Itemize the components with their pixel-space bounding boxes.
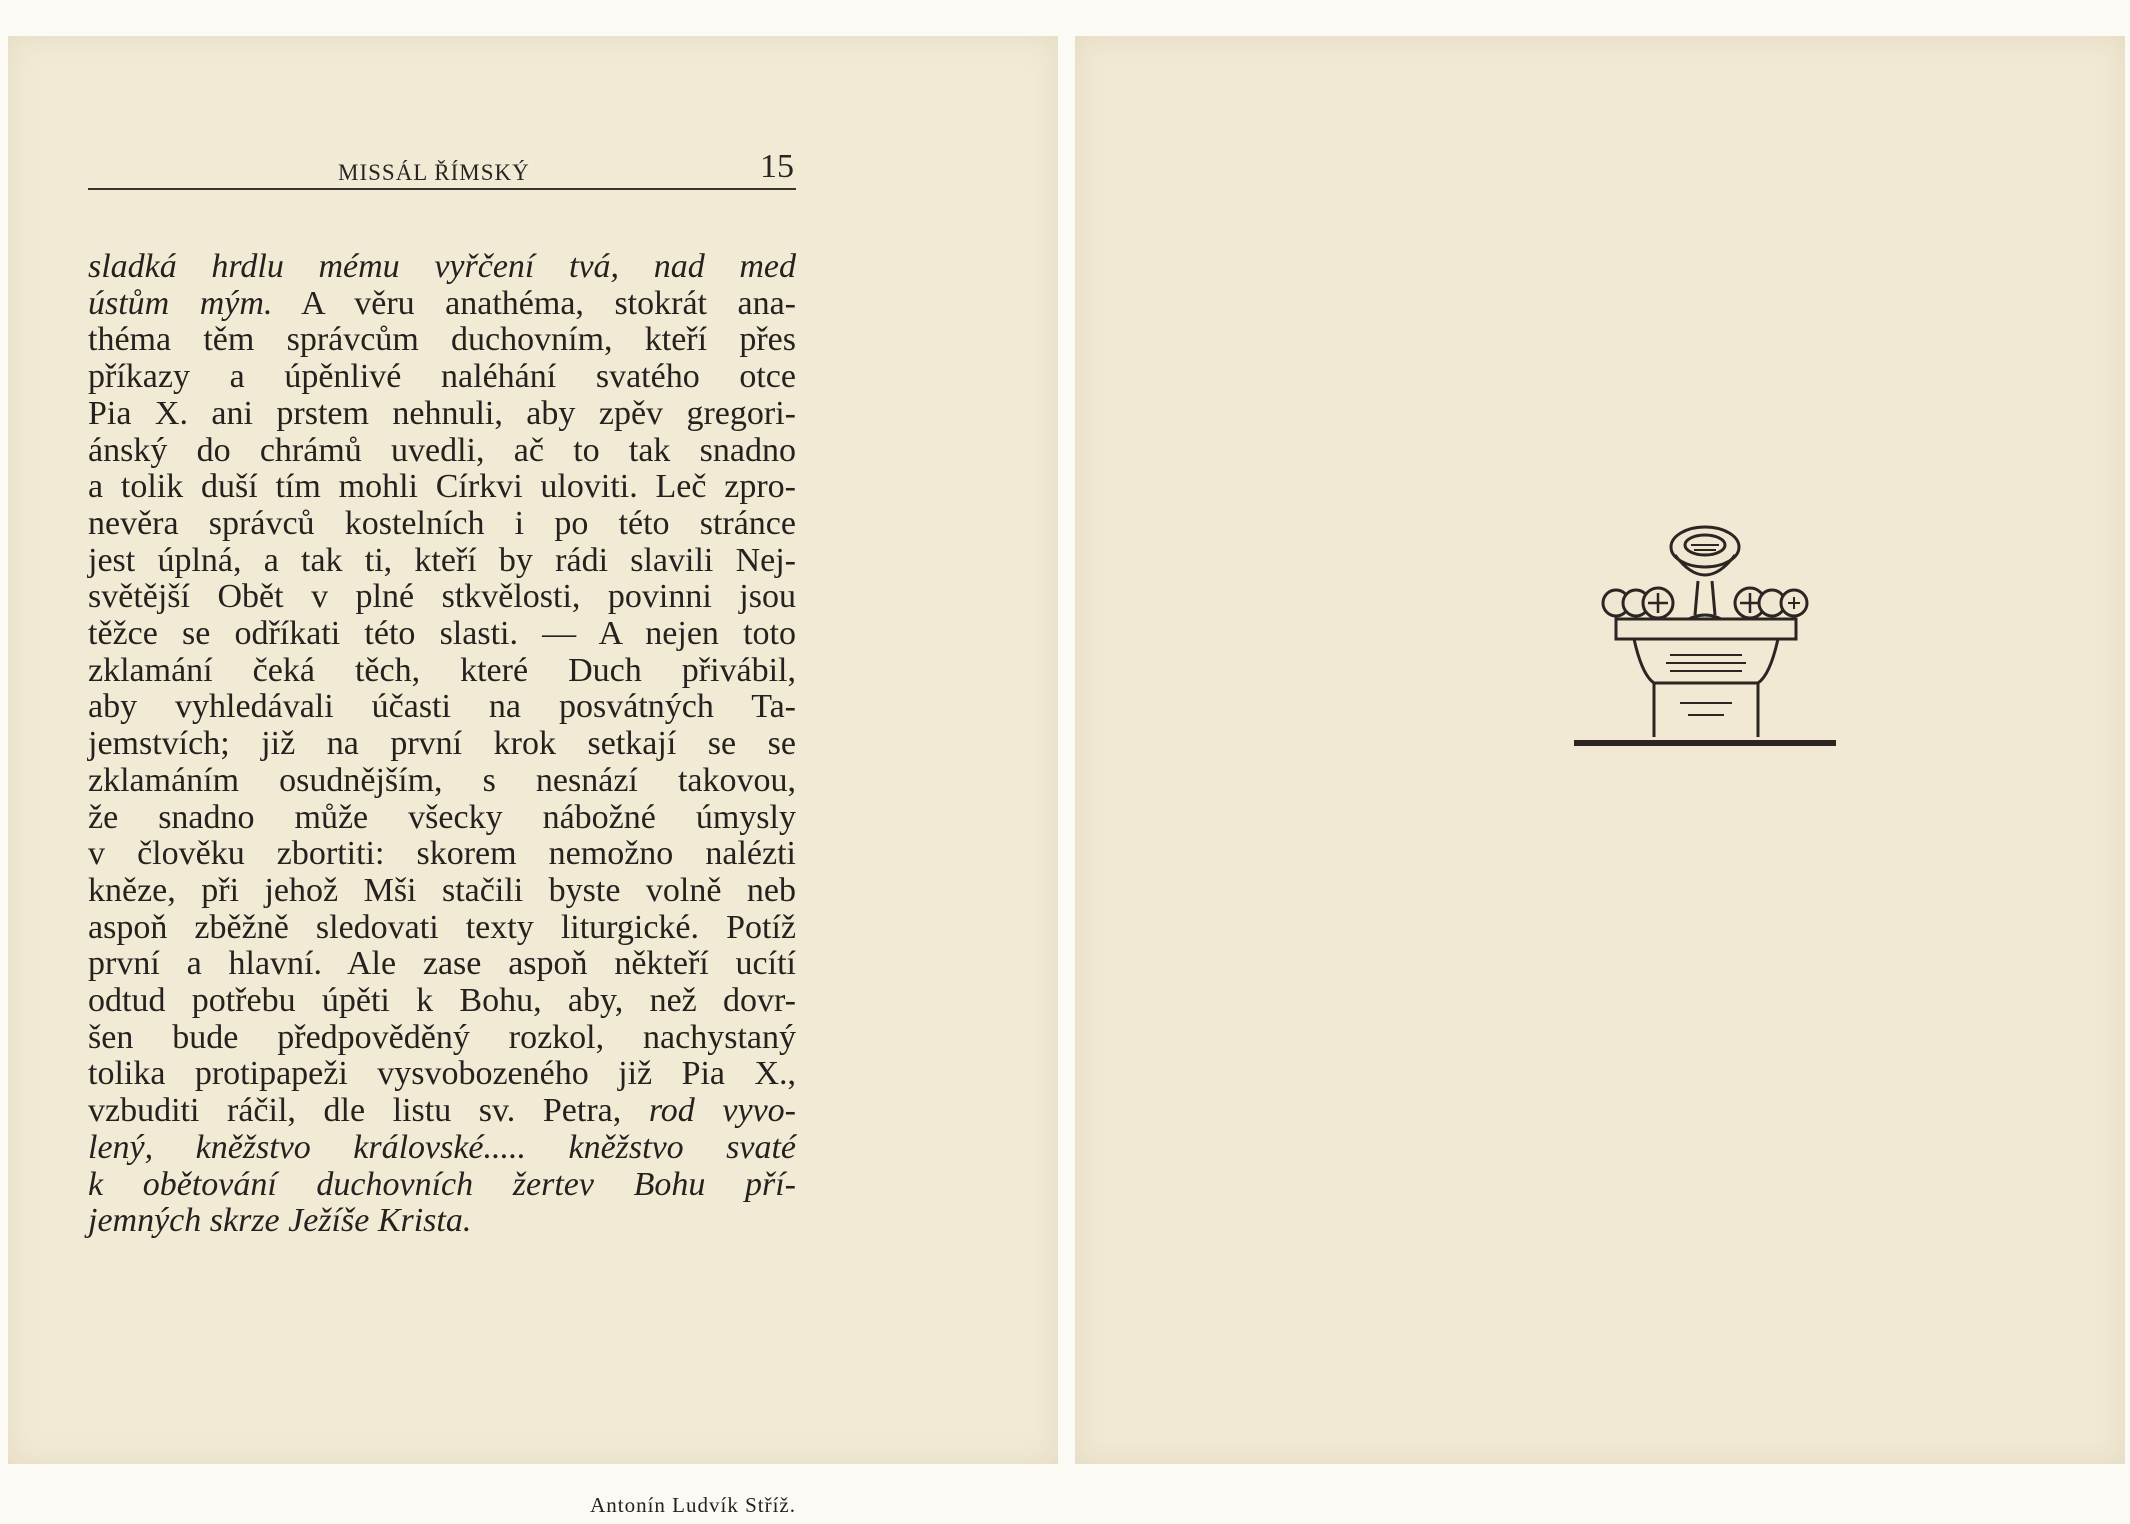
italic-segment: lený, kněžstvo královské..... kněžstvo svaté — [88, 1128, 796, 1166]
text-segment: théma těm správcům duchovním, kteří přes — [88, 321, 796, 359]
text-line — [88, 396, 796, 433]
italic-segment: ústům mým. — [88, 284, 273, 322]
italic-segment: k obětování duchovních žertev Bohu pří- — [88, 1165, 796, 1203]
chalice-and-altar-ornament — [1570, 515, 1840, 765]
text-line — [88, 506, 796, 543]
text-line — [88, 1093, 796, 1130]
text-line — [88, 543, 796, 580]
text-line — [88, 1130, 796, 1167]
text-segment: aspoň zběžně sledovati texty liturgické. Potíž — [88, 908, 796, 946]
text-line — [88, 1167, 796, 1204]
text-line — [88, 910, 796, 947]
page-header — [88, 148, 796, 190]
italic-segment: jemných skrze Ježíše Krista. — [88, 1202, 472, 1240]
text-segment: Pia X. ani prstem nehnuli, aby zpěv gregori- — [88, 394, 796, 432]
italic-segment: sladká hrdlu mému vyřčení tvá, nad med — [88, 248, 796, 285]
text-line — [88, 800, 796, 837]
text-segment: první a hlavní. Ale zase aspoň někteří ucítí — [88, 945, 796, 983]
text-line — [88, 653, 796, 690]
text-segment: že snadno může všecky nábožné úmysly — [88, 798, 796, 836]
text-line — [88, 873, 796, 910]
text-segment: světější Obět v plné stkvělosti, povinni jsou — [88, 578, 796, 616]
left-page — [8, 36, 1058, 1517]
text-segment: v člověku zbortiti: skorem nemožno nalézti — [88, 835, 796, 873]
text-segment: nevěra správců kostelních i po této stránce — [88, 504, 796, 542]
text-segment: těžce se odříkati této slasti. — A nejen toto — [88, 615, 796, 653]
text-line — [88, 946, 796, 983]
text-line — [88, 726, 796, 763]
page-number: 15 — [760, 148, 794, 185]
text-line — [88, 836, 796, 873]
text-line — [88, 763, 796, 800]
text-segment: zklamáním osudnějším, s nesnází takovou, — [88, 761, 796, 799]
book-gutter — [1058, 36, 1075, 1464]
text-line — [88, 689, 796, 726]
running-title: MISSÁL ŘÍMSKÝ — [338, 160, 530, 185]
text-line — [88, 359, 796, 396]
text-segment: šen bude předpověděný rozkol, nachystaný — [88, 1018, 796, 1056]
text-segment: odtud potřebu úpěti k Bohu, aby, než dovr- — [88, 982, 796, 1020]
italic-segment: rod vyvo- — [648, 1092, 796, 1130]
text-line — [88, 1020, 796, 1057]
text-segment: A věru anathéma, stokrát ana- — [272, 284, 796, 322]
text-segment: a tolik duší tím mohli Církvi uloviti. Leč zpro- — [88, 468, 796, 506]
text-line — [88, 249, 796, 286]
text-segment: vzbuditi ráčil, dle listu sv. Petra, — [88, 1092, 649, 1130]
text-line — [88, 983, 796, 1020]
text-line — [88, 286, 796, 323]
text-segment: jemstvích; již na první krok setkají se se — [88, 725, 796, 763]
text-line — [88, 1203, 796, 1240]
text-segment: aby vyhledávali účasti na posvátných Ta- — [88, 688, 796, 726]
text-segment: kněze, při jehož Mši stačili byste volně neb — [88, 871, 796, 909]
text-segment: příkazy a úpěnlivé naléhání svatého otce — [88, 358, 796, 396]
text-segment: ánský do chrámů uvedli, ač to tak snadno — [88, 431, 796, 469]
text-segment: tolika protipapeži vysvobozeného již Pia X., — [88, 1055, 796, 1093]
body-text — [88, 248, 796, 1517]
signature: Antonín Ludvík Stříž. — [590, 1493, 796, 1517]
text-line — [88, 433, 796, 470]
text-line — [88, 579, 796, 616]
text-line — [88, 616, 796, 653]
text-line — [88, 1056, 796, 1093]
text-line — [88, 322, 796, 359]
text-line — [88, 469, 796, 506]
text-segment: jest úplná, a tak ti, kteří by rádi slavili Nej- — [88, 541, 796, 579]
text-segment: zklamání čeká těch, které Duch přivábil, — [88, 651, 796, 689]
